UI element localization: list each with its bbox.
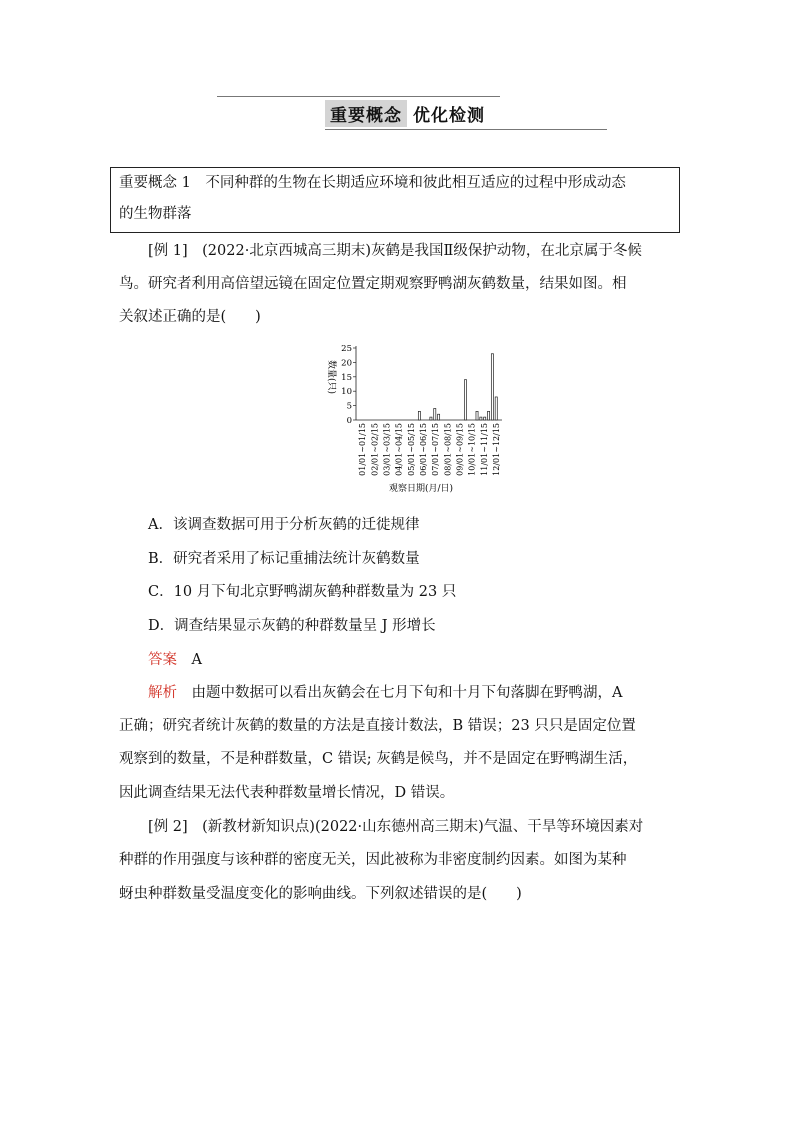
chart-ylabel: 数量(只) bbox=[326, 360, 336, 395]
chart-ytick-label: 0 bbox=[346, 416, 352, 426]
option-b: B．研究者采用了标记重捕法统计灰鹤数量 bbox=[148, 551, 420, 567]
answer-label: 答案 bbox=[148, 652, 177, 668]
chart-ytick-label: 15 bbox=[341, 372, 352, 383]
page-title bbox=[325, 100, 485, 126]
chart-category-label: 12/01~12/15 bbox=[491, 423, 501, 476]
chart-category-label: 06/01~06/15 bbox=[418, 423, 428, 476]
chart-category-label: 04/01~04/15 bbox=[394, 423, 404, 476]
chart-category-label: 07/01~07/15 bbox=[431, 423, 441, 476]
analysis-text-1: 由题中数据可以看出灰鹤会在七月下旬和十月下旬落脚在野鸭湖，A bbox=[191, 685, 623, 701]
chart-xlabel: 观察日期(月/日) bbox=[389, 484, 454, 494]
chart-bar bbox=[434, 408, 436, 420]
title-rest: 优化检测 bbox=[413, 105, 485, 126]
example2-line-2: 种群的作用强度与该种群的密度无关，因此被称为非密度制约因素。如图为某种 bbox=[119, 852, 627, 868]
chart-category-label: 01/01~01/15 bbox=[358, 423, 368, 476]
analysis-line-1 bbox=[148, 683, 622, 703]
chart-category-label: 09/01~09/15 bbox=[455, 423, 465, 476]
example1-line-3: 关叙述正确的是( ) bbox=[119, 309, 261, 325]
chart-category-label: 02/01~02/15 bbox=[370, 423, 380, 476]
chart-category-label: 10/01~10/15 bbox=[467, 423, 477, 476]
chart-bar bbox=[488, 411, 490, 420]
concept-line-1: 重要概念 1 不同种群的生物在长期适应环境和彼此相互适应的过程中形成动态 bbox=[119, 175, 626, 191]
chart-ytick-label: 10 bbox=[341, 387, 352, 398]
chart-ytick-label: 25 bbox=[341, 344, 352, 354]
chart-bar bbox=[476, 411, 478, 420]
analysis-line-2: 正确；研究者统计灰鹤的数量的方法是直接计数法，B 错误；23 只只是固定位置 bbox=[119, 718, 636, 734]
analysis-label: 解析 bbox=[148, 685, 177, 701]
chart-category-label: 05/01~05/15 bbox=[406, 423, 416, 476]
chart-bar bbox=[430, 417, 432, 420]
example2-line-1: [例 2] (新教材新知识点)(2022·山东德州高三期末)气温、干旱等环境因素对 bbox=[148, 819, 644, 835]
chart-ytick-label: 5 bbox=[346, 401, 352, 412]
option-d: D．调查结果显示灰鹤的种群数量呈 J 形增长 bbox=[148, 618, 436, 634]
chart-bar bbox=[495, 397, 497, 420]
chart-bar bbox=[438, 414, 440, 420]
chart-category-label: 08/01~08/15 bbox=[443, 423, 453, 476]
example1-line-1: [例 1] (2022·北京西城高三期末)灰鹤是我国Ⅱ级保护动物，在北京属于冬候 bbox=[148, 243, 642, 259]
concept-line-2: 的生物群落 bbox=[119, 206, 192, 222]
chart-category-label: 11/01~11/15 bbox=[479, 423, 489, 476]
chart-bar bbox=[484, 417, 486, 420]
analysis-line-4: 因此调查结果无法代表种群数量增长情况，D 错误。 bbox=[119, 785, 455, 801]
chart-bar bbox=[464, 380, 466, 420]
answer-value: A bbox=[191, 652, 202, 668]
bar-chart bbox=[320, 340, 520, 500]
header-rule-bottom bbox=[325, 129, 607, 130]
example1-line-2: 鸟。研究者利用高倍望远镜在固定位置定期观察野鸭湖灰鹤数量，结果如图。相 bbox=[119, 276, 627, 292]
chart-bar bbox=[491, 354, 493, 420]
chart-category-label: 03/01~03/15 bbox=[382, 423, 392, 476]
answer-row bbox=[148, 650, 202, 670]
chart-bar bbox=[418, 411, 420, 420]
option-a: A．该调查数据可用于分析灰鹤的迁徙规律 bbox=[148, 517, 420, 533]
analysis-line-3: 观察到的数量，不是种群数量，C 错误; 灰鹤是候鸟，并不是固定在野鸭湖生活， bbox=[119, 751, 638, 767]
header-rule-top bbox=[217, 96, 500, 97]
chart-ytick-label: 20 bbox=[341, 358, 352, 369]
chart-bar bbox=[480, 417, 482, 420]
example2-line-3: 蚜虫种群数量受温度变化的影响曲线。下列叙述错误的是( ) bbox=[119, 886, 522, 902]
title-highlight: 重要概念 bbox=[325, 100, 407, 127]
option-c: C．10 月下旬北京野鸭湖灰鹤种群数量为 23 只 bbox=[148, 584, 457, 600]
